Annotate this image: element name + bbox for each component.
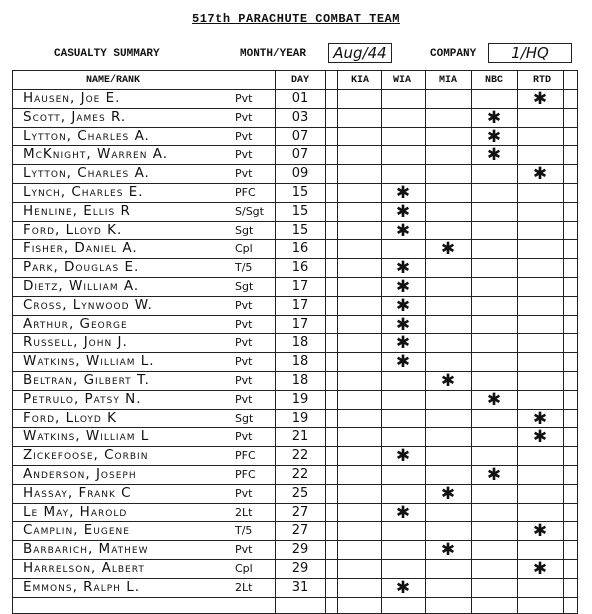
casualty-rank: PFC (235, 449, 256, 463)
casualty-day: 21 (291, 429, 309, 445)
casualty-rank: Pvt (235, 167, 253, 181)
table-row (13, 333, 577, 353)
table-row (13, 371, 577, 391)
unit-title: 517th PARACHUTE COMBAT TEAM (192, 12, 400, 26)
column-header-wia: WIA (392, 75, 411, 86)
casualty-rank: Pvt (235, 110, 253, 124)
casualty-rank: Sgt (235, 223, 254, 237)
casualty-day: 29 (291, 561, 309, 576)
casualty-rank: PFC (235, 468, 256, 481)
casualty-name: Watkins, William L (23, 428, 150, 445)
casualty-name: Hausen, Joe E. (23, 90, 121, 106)
casualty-day: 15 (291, 185, 309, 200)
casualty-name: Zickefoose, Corbin (23, 447, 149, 464)
casualty-rank: S/Sgt (235, 204, 264, 218)
casualty-name: Harrelson, Albert (23, 560, 145, 576)
casualty-table (12, 70, 578, 614)
row-divider (13, 597, 577, 598)
table-row (13, 465, 577, 485)
status-mark-wia: ✱ (395, 502, 411, 523)
casualty-day: 19 (291, 410, 309, 426)
casualty-rank: Cpl (235, 562, 253, 575)
casualty-rank: Sgt (235, 280, 254, 293)
casualty-rank: Pvt (235, 129, 253, 143)
casualty-name: Watkins, William L. (23, 353, 155, 370)
status-mark-rtd: ✱ (532, 559, 548, 579)
table-row (13, 145, 577, 165)
table-row (13, 202, 577, 222)
table-row (13, 521, 577, 541)
column-header-mia: MIA (438, 75, 457, 86)
table-row (13, 127, 577, 147)
status-mark-wia: ✱ (395, 201, 411, 222)
status-mark-wia: ✱ (395, 183, 411, 203)
form-title: CASUALTY SUMMARY (54, 48, 160, 60)
casualty-name: Hassay, Frank C (23, 484, 132, 501)
casualty-rank: Pvt (235, 298, 253, 312)
status-mark-wia: ✱ (395, 258, 411, 279)
casualty-day: 18 (291, 373, 309, 388)
casualty-day: 15 (291, 203, 309, 219)
status-mark-wia: ✱ (395, 314, 411, 335)
status-mark-rtd: ✱ (532, 164, 548, 185)
casualty-day: 27 (291, 523, 309, 539)
casualty-name: Scott, James R. (23, 108, 127, 125)
casualty-rank: Pvt (235, 430, 253, 444)
casualty-rank: T/5 (235, 524, 253, 538)
casualty-name: Dietz, William A. (23, 278, 140, 294)
casualty-rank: 2Lt (235, 580, 253, 594)
table-row (13, 409, 577, 429)
status-mark-rtd: ✱ (532, 521, 548, 542)
status-mark-nbc: ✱ (486, 107, 502, 128)
table-row (13, 296, 577, 316)
casualty-name: Ford, Lloyd K (23, 409, 117, 426)
casualty-name: Cross, Lynwood W. (23, 296, 153, 313)
casualty-day: 25 (291, 485, 309, 501)
table-row (13, 352, 577, 372)
casualty-day: 29 (291, 542, 309, 558)
casualty-rank: Pvt (235, 392, 253, 406)
table-row (13, 390, 577, 410)
casualty-day: 17 (291, 279, 309, 294)
column-header-kia: KIA (350, 75, 369, 86)
casualty-day: 27 (291, 504, 309, 520)
casualty-day: 15 (291, 222, 309, 238)
column-header-name-rank: NAME/RANK (85, 75, 140, 86)
casualty-day: 22 (291, 448, 309, 464)
table-row (13, 446, 577, 466)
column-header-rtd: RTD (532, 75, 551, 86)
casualty-name: Lytton, Charles A. (23, 127, 150, 144)
table-row (13, 503, 577, 523)
casualty-name: Fisher, Daniel A. (23, 240, 138, 257)
casualty-name: Russell, John J. (23, 334, 128, 351)
casualty-name: McKnight, Warren A. (23, 146, 169, 163)
status-mark-rtd: ✱ (532, 427, 548, 448)
status-mark-wia: ✱ (395, 277, 411, 297)
status-mark-mia: ✱ (440, 540, 456, 561)
status-mark-wia: ✱ (395, 295, 411, 316)
casualty-rank: Pvt (235, 92, 253, 105)
casualty-name: Barbarich, Mathew (23, 541, 149, 558)
casualty-day: 07 (291, 128, 309, 144)
table-row (13, 484, 577, 504)
casualty-name: Petrulo, Patsy N. (23, 390, 142, 407)
casualty-day: 31 (291, 579, 309, 595)
casualty-day: 22 (291, 467, 309, 482)
casualty-day: 19 (291, 391, 309, 407)
casualty-rank: Pvt (235, 317, 253, 331)
status-mark-mia: ✱ (440, 371, 456, 391)
status-mark-mia: ✱ (440, 239, 456, 260)
casualty-name: Lynch, Charles E. (23, 184, 144, 200)
status-mark-rtd: ✱ (532, 408, 548, 429)
casualty-day: 18 (291, 335, 309, 351)
status-mark-wia: ✱ (395, 352, 411, 373)
table-row (13, 89, 577, 109)
table-row (13, 258, 577, 278)
status-mark-nbc: ✱ (486, 145, 502, 166)
company-label: COMPANY (430, 48, 477, 60)
casualty-day: 09 (291, 166, 309, 182)
casualty-rank: Pvt (235, 486, 253, 500)
table-row (13, 239, 577, 259)
column-header-nbc: NBC (484, 75, 503, 86)
table-row (13, 164, 577, 184)
casualty-day: 07 (291, 147, 309, 163)
table-row (13, 315, 577, 335)
company-field[interactable]: 1/HQ (488, 43, 572, 63)
casualty-day: 03 (291, 109, 309, 125)
casualty-rank: Pvt (235, 336, 253, 350)
casualty-day: 16 (291, 260, 309, 276)
status-mark-nbc: ✱ (486, 465, 502, 485)
table-row (13, 277, 577, 297)
casualty-name: Camplin, Eugene (23, 522, 130, 539)
casualty-name: Lytton, Charles A. (23, 165, 150, 182)
casualty-day: 01 (291, 91, 309, 106)
table-row (13, 183, 577, 203)
status-mark-wia: ✱ (395, 220, 411, 241)
month-year-label: MONTH/YEAR (240, 48, 307, 60)
table-row (13, 221, 577, 241)
table-row (13, 108, 577, 128)
table-row (13, 578, 577, 598)
status-mark-wia: ✱ (395, 446, 411, 467)
casualty-name: Henline, Ellis R (23, 202, 131, 219)
casualty-name: Emmons, Ralph L. (23, 578, 141, 595)
status-mark-wia: ✱ (395, 577, 411, 598)
casualty-day: 17 (291, 316, 309, 332)
table-row (13, 559, 577, 579)
casualty-rank: PFC (235, 186, 256, 199)
casualty-name: Ford, Lloyd K. (23, 221, 123, 238)
status-mark-nbc: ✱ (486, 126, 502, 147)
casualty-rank: Pvt (235, 374, 253, 387)
casualty-rank: T/5 (235, 261, 253, 275)
casualty-name: Park, Douglas E. (23, 259, 140, 276)
casualty-rank: Pvt (235, 543, 253, 557)
status-mark-wia: ✱ (395, 333, 411, 354)
casualty-rank: Cpl (235, 242, 253, 256)
column-header-day: DAY (290, 75, 309, 86)
status-mark-mia: ✱ (440, 483, 456, 504)
month-year-field[interactable]: Aug/44 (328, 43, 392, 63)
casualty-day: 16 (291, 241, 309, 257)
casualty-name: Beltran, Gilbert T. (23, 372, 150, 388)
status-mark-nbc: ✱ (486, 389, 502, 410)
casualty-rank: Pvt (235, 148, 253, 162)
casualty-name: Le May, Harold (23, 503, 128, 520)
casualty-name: Anderson, Joseph (23, 466, 137, 482)
casualty-name: Arthur, George (23, 315, 128, 332)
casualty-rank: 2Lt (235, 505, 253, 519)
casualty-rank: Sgt (235, 411, 254, 425)
casualty-day: 18 (291, 354, 309, 370)
table-row (13, 427, 577, 447)
casualty-day: 17 (291, 297, 309, 313)
table-row (13, 540, 577, 560)
casualty-rank: Pvt (235, 355, 253, 369)
status-mark-rtd: ✱ (532, 89, 548, 109)
